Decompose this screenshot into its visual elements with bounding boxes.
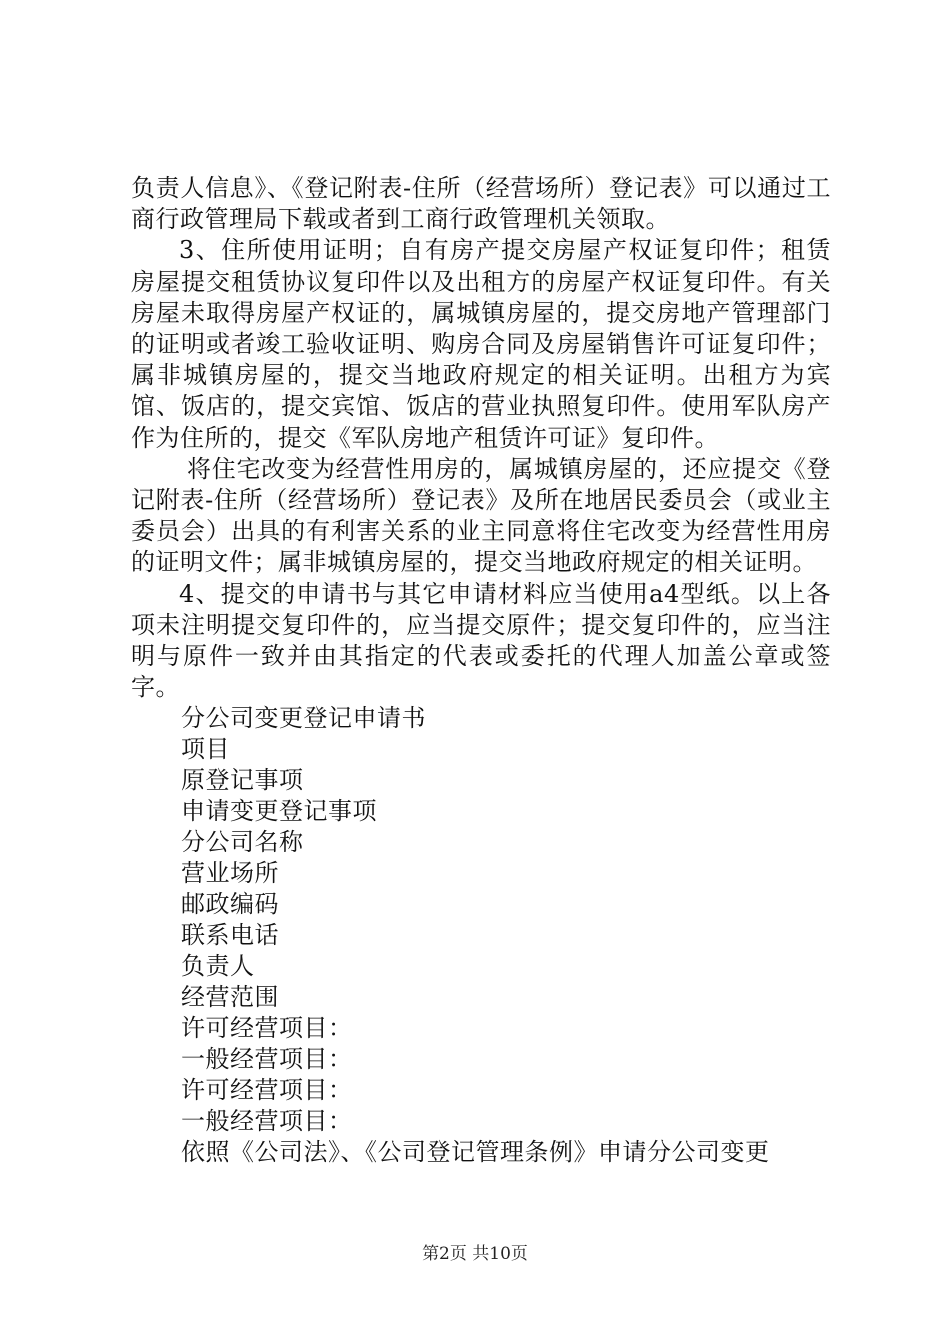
form-field-general-items-original: 一般经营项目： <box>181 1045 353 1074</box>
form-field-licensed-items-requested: 许可经营项目： <box>181 1076 353 1105</box>
document-body <box>131 173 831 1168</box>
form-field-licensed-items-original: 许可经营项目： <box>181 1014 353 1043</box>
form-field-phone: 联系电话 <box>181 921 279 950</box>
form-field-item: 项目 <box>181 735 230 764</box>
form-field-business-premises: 营业场所 <box>181 859 279 888</box>
paragraph-item-3-residence-proof: 3、住所使用证明；自有房产提交房屋产权证复印件；租赁房屋提交租赁协议复印件以及出租方的房屋产权证复印件。有关房屋未取得房屋产权证的，属城镇房屋的，提交房地产管理部门的证明或者竣工验收证明、购房合同及房屋销售许可证复印件；属非城镇房屋的，提交当地政府规定的相关证明。出租方为宾馆、饭店的，提交宾馆、饭店的营业执照复印件。使用军队房产作为住所的，提交《军队房地产租赁许可证》复印件。 <box>131 236 831 452</box>
form-declaration: 依照《公司法》、《公司登记管理条例》申请分公司变更 <box>181 1138 770 1167</box>
form-field-general-items-requested: 一般经营项目： <box>181 1107 353 1136</box>
form-field-person-in-charge: 负责人 <box>181 952 255 981</box>
paragraph-item-4-paper-requirements: 4、提交的申请书与其它申请材料应当使用a4型纸。以上各项未注明提交复印件的，应当提交原件；提交复印件的，应当注明与原件一致并由其指定的代表或委托的代理人加盖公章或签字。 <box>131 579 831 702</box>
form-field-requested-change: 申请变更登记事项 <box>181 797 377 826</box>
application-form-fields <box>131 703 831 1168</box>
paragraph-residential-conversion: 将住宅改变为经营性用房的，属城镇房屋的，还应提交《登记附表-住所（经营场所）登记表》及所在地居民委员会（或业主委员会）出具的有利害关系的业主同意将住宅改变为经营性用房的证明文件；属非城镇房屋的，提交当地政府规定的相关证明。 <box>131 454 831 577</box>
form-field-postal-code: 邮政编码 <box>181 890 279 919</box>
form-title: 分公司变更登记申请书 <box>181 704 426 733</box>
form-field-original-registration: 原登记事项 <box>181 766 304 795</box>
page-number-footer: 第2页 共10页 <box>422 1244 528 1264</box>
form-field-branch-name: 分公司名称 <box>181 828 304 857</box>
form-field-business-scope: 经营范围 <box>181 983 279 1012</box>
paragraph-materials-download: 负责人信息》、《登记附表-住所（经营场所）登记表》可以通过工商行政管理局下载或者到工商行政管理机关领取。 <box>131 174 831 234</box>
